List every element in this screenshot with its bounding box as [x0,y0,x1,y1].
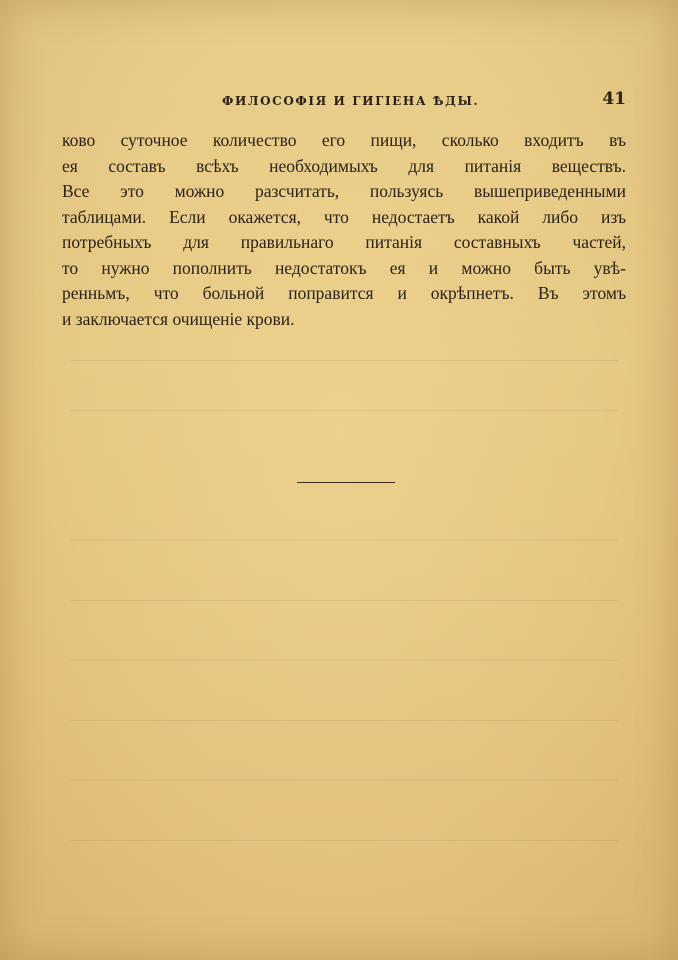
text-line: и заключается очищеніе крови. [62,308,295,329]
text-line: потребныхъ для правильнаго питанія составныхъ частей, [62,232,626,252]
text-body [62,128,626,332]
running-title: ФИЛОСОФІЯ И ГИГІЕНА ѢДЫ. [222,94,480,108]
text-line: таблицами. Если окажется, что недостаетъ какой либо изъ [62,206,626,227]
text-line: ея составъ всѣхъ необходимыхъ для питанія веществъ. [62,155,626,176]
text-line: ренньмъ, что больной поправится и окрѣпнетъ. Въ этомъ [62,283,626,303]
text-line: то нужно пополнить недостатокъ ея и можно быть увѣ- [62,257,626,278]
text-line: Все это можно разсчитать, пользуясь вышеприведенными [62,181,626,201]
section-divider [297,482,395,483]
text-line: ково суточное количество его пищи, сколько входитъ въ [62,130,626,150]
page-number: 41 [602,89,626,109]
running-head [60,90,628,114]
